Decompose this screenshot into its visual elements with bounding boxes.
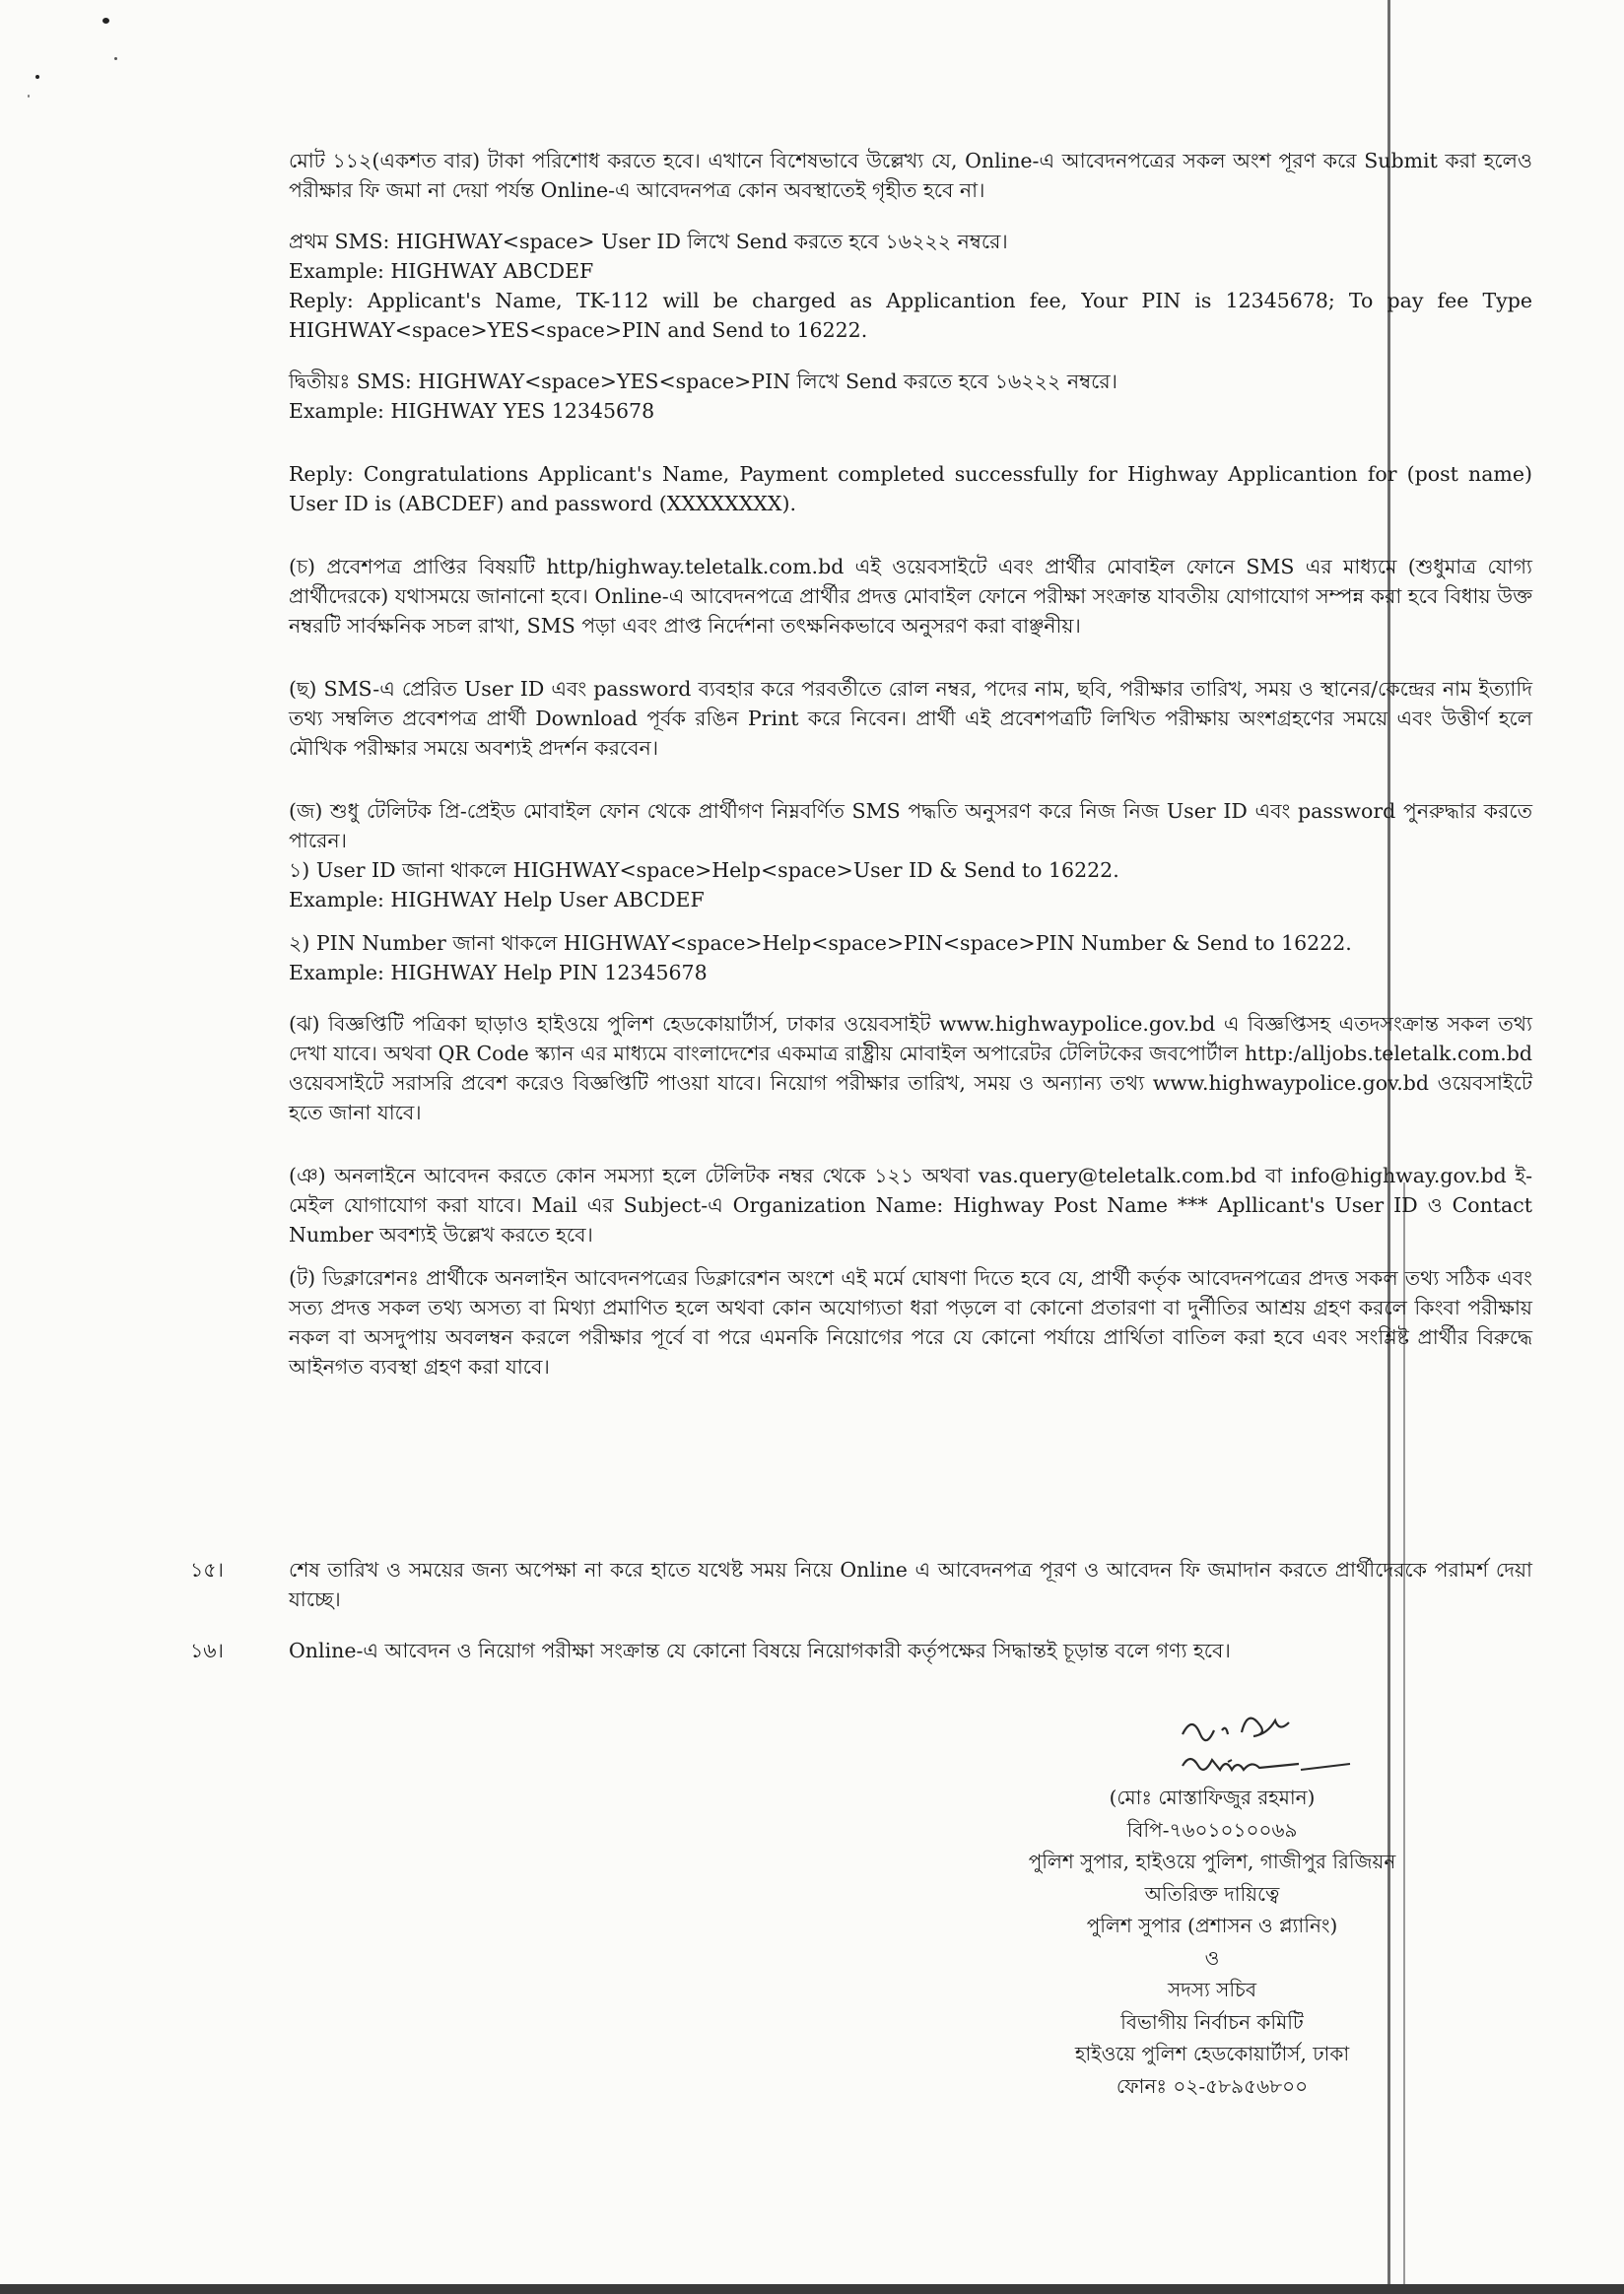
signatory-additional-charge: অতিরিক্ত দায়িত্বে	[1144, 1881, 1280, 1906]
second-sms-reply: Reply: Congratulations Applicant's Name, Payment completed successfully for Highway Applicantion for (post name) User ID is (ABCDEF) and password (XXXXXXXX).	[289, 462, 1532, 515]
clause-jha: (ঝ) বিজ্ঞপ্তিটি পত্রিকা ছাড়াও হাইওয়ে পুলিশ হেডকোয়ার্টার্স, ঢাকার ওয়েবসাইট www.highwaypolice.gov.bd এ বিজ্ঞপ্তিসহ এতদসংক্রান্ত সকল তথ্য দেখা যাবে। অথবা QR Code স্ক্যান এর মাধ্যমে বাংলাদেশের একমাত্র রাষ্ট্রীয় মোবাইল অপারেটর টেলিটকের জবপোর্টাল http:/alljobs.teletalk.com.bd ওয়েবসাইটে সরাসরি প্রবেশ করেও বিজ্ঞপ্তিটি পাওয়া যাবে। নিয়োগ পরীক্ষার তারিখ, সময় ও অন্যান্য তথ্য www.highwaypolice.gov.bd ওয়েবসাইটে হতে জানা যাবে।	[289, 1012, 1532, 1124]
first-sms-instruction: প্রথম SMS: HIGHWAY<space> User ID লিখে Send করতে হবে ১৬২২২ নম্বরে।	[289, 230, 1008, 253]
signatory-phone: ফোনঃ ০২-৫৮৯৫৬৮০০	[1116, 2073, 1309, 2098]
signatory-additional-post: পুলিশ সুপার (প্রশাসন ও প্ল্যানিং)	[1086, 1914, 1338, 1937]
signatory-and: ও	[1204, 1945, 1220, 1970]
signature-scribble-icon	[1163, 1705, 1389, 1784]
first-sms-example: Example: HIGHWAY ABCDEF	[289, 259, 594, 283]
scan-speck	[114, 57, 117, 60]
clause-ja: (জ) শুধু টেলিটক প্রি-প্রেইড মোবাইল ফোন থেকে প্রার্থীগণ নিম্নবর্ণিত SMS পদ্ধতি অনুসরণ করে নিজ নিজ User ID এবং password পুনরুদ্ধার করতে পারেন।	[289, 799, 1532, 852]
clause-ja-item-2: ২) PIN Number জানা থাকলে HIGHWAY<space>Help<space>PIN<space>PIN Number & Send to 16222.	[289, 931, 1352, 955]
item-number: ১৬।	[190, 1639, 224, 1662]
handwritten-signature	[995, 1705, 1429, 1782]
clause-cha: (চ) প্রবেশপত্র প্রাপ্তির বিষয়টি http/highway.teletalk.com.bd এই ওয়েবসাইটে এবং প্রার্থীর মোবাইল ফোনে SMS এর মাধ্যমে (শুধুমাত্র যোগ্য প্রার্থীদেরকে) যথাসময়ে জানানো হবে। Online-এ আবেদনপত্রে প্রার্থীর প্রদত্ত মোবাইল ফোনে পরীক্ষা সংক্রান্ত যাবতীয় যোগাযোগ সম্পন্ন করা হবে বিধায় উক্ত নম্বরটি সার্বক্ষনিক সচল রাখা, SMS পড়া এবং প্রাপ্ত নির্দেশনা তৎক্ষনিকভাবে অনুসরণ করা বাঞ্ছনীয়।	[289, 555, 1532, 638]
item-text: Online-এ আবেদন ও নিয়োগ পরীক্ষা সংক্রান্ত যে কোনো বিষয়ে নিয়োগকারী কর্তৃপক্ষের সিদ্ধান্তই চূড়ান্ত বলে গণ্য হবে।	[289, 1639, 1231, 1662]
first-sms-reply: Reply: Applicant's Name, TK-112 will be charged as Applicantion fee, Your PIN is 12345678; To pay fee Type HIGHWAY<space>YES<space>PIN and Send to 16222.	[289, 289, 1532, 342]
clause-ta: (ট) ডিক্লারেশনঃ প্রার্থীকে অনলাইন আবেদনপত্রের ডিক্লারেশন অংশে এই মর্মে ঘোষণা দিতে হবে যে, প্রার্থী কর্তৃক আবেদনপত্রের প্রদত্ত সকল তথ্য সঠিক এবং সত্য প্রদত্ত সকল তথ্য অসত্য বা মিথ্যা প্রমাণিত হলে অথবা কোন অযোগ্যতা ধরা পড়লে বা কোনো প্রতারণা বা দুর্নীতির আশ্রয় গ্রহণ করলে কিংবা পরীক্ষায় নকল বা অসদুপায় অবলম্বন করলে পরীক্ষার পূর্বে বা পরে এমনকি নিয়োগের পরে যে কোনো পর্যায়ে প্রার্থিতা বাতিল করা হবে এবং সংশ্লিষ্ট প্রার্থীর বিরুদ্ধে আইনগত ব্যবস্থা গ্রহণ করা যাবে।	[289, 1266, 1532, 1379]
clause-ja-item-2-example: Example: HIGHWAY Help PIN 12345678	[289, 961, 708, 984]
signatory-member-secretary: সদস্য সচিব	[1168, 1978, 1256, 2001]
scan-bottom-edge	[0, 2284, 1624, 2294]
numbered-item-16	[190, 1636, 1532, 1665]
clause-ja-item-1-example: Example: HIGHWAY Help User ABCDEF	[289, 888, 705, 911]
second-sms-instruction: দ্বিতীয়ঃ SMS: HIGHWAY<space>YES<space>PIN লিখে Send করতে হবে ১৬২২২ নম্বরে।	[289, 370, 1118, 393]
scan-speck	[28, 95, 30, 98]
clause-chha: (ছ) SMS-এ প্রেরিত User ID এবং password ব্যবহার করে পরবর্তীতে রোল নম্বর, পদের নাম, ছবি, পরীক্ষার তারিখ, সময় ও স্থানের/কেন্দ্রের নাম ইত্যাদি তথ্য সম্বলিত প্রবেশপত্র প্রার্থী Download পূর্বক রঙিন Print করে নিবেন। প্রার্থী এই প্রবেশপত্রটি লিখিত পরীক্ষায় অংশগ্রহণের সময়ে এবং উত্তীর্ণ হলে মৌখিক পরীক্ষার সময়ে অবশ্যই প্রদর্শন করবেন।	[289, 677, 1532, 760]
signatory-designation: পুলিশ সুপার, হাইওয়ে পুলিশ, গাজীপুর রিজিয়ন	[1028, 1850, 1396, 1873]
clause-ja-item-1: ১) User ID জানা থাকলে HIGHWAY<space>Help<space>User ID & Send to 16222.	[289, 858, 1119, 882]
item-number: ১৫।	[190, 1558, 224, 1582]
scan-speck	[102, 18, 109, 24]
numbered-item-15	[190, 1555, 1532, 1614]
signatory-hq: হাইওয়ে পুলিশ হেডকোয়ার্টার্স, ঢাকা	[1074, 2042, 1350, 2065]
item-text: শেষ তারিখ ও সময়ের জন্য অপেক্ষা না করে হাতে যথেষ্ট সময় নিয়ে Online এ আবেদনপত্র পূরণ ও আবেদন ফি জমাদান করতে প্রার্থীদেরকে পরামর্শ দেয়া যাচ্ছে।	[289, 1558, 1532, 1611]
scan-speck	[35, 75, 39, 79]
signatory-committee: বিভাগীয় নির্বাচন কমিটি	[1120, 2009, 1304, 2034]
signature-block	[995, 1705, 1429, 2102]
clause-nya: (ঞ) অনলাইনে আবেদন করতে কোন সমস্যা হলে টেলিটক নম্বর থেকে ১২১ অথবা vas.query@teletalk.com.bd বা info@highway.gov.bd ই-মেইল যোগাযোগ করা যাবে। Mail এর Subject-এ Organization Name: Highway Post Name *** Apllicant's User ID ও Contact Number অবশ্যই উল্লেখ করতে হবে।	[289, 1164, 1532, 1247]
signatory-name: (মোঃ মোস্তাফিজুর রহমান)	[1109, 1786, 1316, 1809]
signatory-bp-number: বিপি-৭৬০১০১০০৬৯	[1126, 1817, 1298, 1842]
second-sms-example: Example: HIGHWAY YES 12345678	[289, 399, 655, 423]
document-body	[289, 146, 1532, 1395]
fee-paragraph: মোট ১১২(একশত বার) টাকা পরিশোধ করতে হবে। এখানে বিশেষভাবে উল্লেখ্য যে, Online-এ আবেদনপত্রের সকল অংশ পূরণ করে Submit করা হলেও পরীক্ষার ফি জমা না দেয়া পর্যন্ত Online-এ আবেদনপত্র কোন অবস্থাতেই গৃহীত হবে না।	[289, 149, 1532, 202]
